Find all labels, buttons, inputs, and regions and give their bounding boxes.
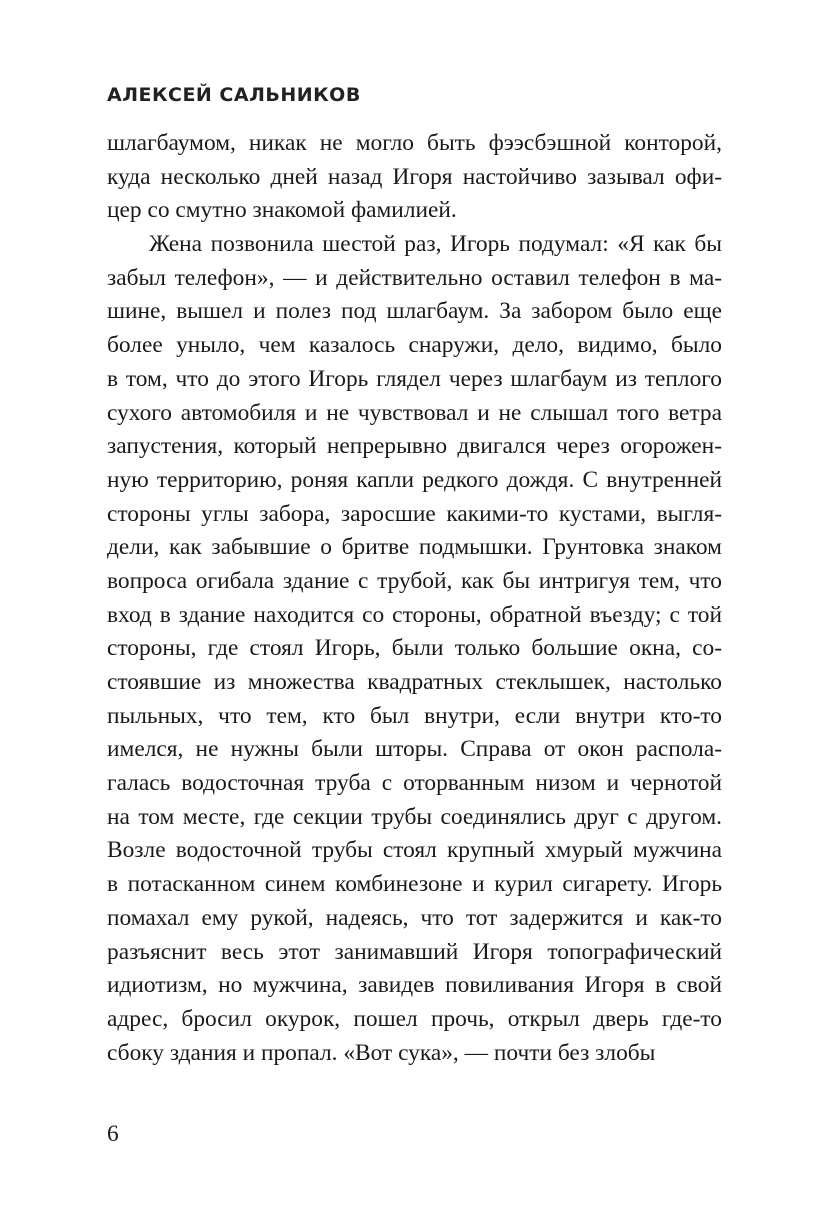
text-line: шлагбаумом, никак не могло быть фээсбэшной конторой, (107, 130, 722, 156)
text-line: имелся, не нужны были шторы. Справа от окон распола- (107, 736, 722, 763)
text-line: стороны углы забора, заросшие какими-то кустами, выгля- (107, 500, 722, 527)
text-line: адрес, бросил окурок, пошел прочь, открыл дверь где-то (107, 1005, 722, 1032)
text-line: более уныло, чем казалось снаружи, дело, видимо, было (107, 332, 722, 359)
text-line: на том месте, где секции трубы соединялись друг с другом. (107, 803, 722, 830)
text-line: дели, как забывшие о бритве подмышки. Грунтовка знаком (107, 534, 722, 561)
text-line: шине, вышел и полез под шлагбаум. За забором было еще (107, 298, 722, 325)
text-line: пыльных, что тем, кто был внутри, если внутри кто-то (107, 702, 722, 729)
text-line: сухого автомобиля и не чувствовал и не слышал того ветра (107, 399, 722, 426)
text-line: идиотизм, но мужчина, завидев повиливания Игоря в свой (107, 972, 722, 999)
text-line: ную территорию, роняя капли редкого дождя. С внутренней (107, 466, 722, 493)
text-line: в том, что до этого Игорь глядел через шлагбаум из теплого (107, 365, 722, 392)
text-line: сбоку здания и пропал. «Вот сука», — почти без злобы (107, 1039, 656, 1066)
text-line: цер со смутно знакомой фамилией. (107, 197, 457, 224)
text-line: запустения, который непрерывно двигался через огорожен- (107, 433, 722, 460)
text-line: стоявшие из множества квадратных стеклышек, настолько (107, 669, 722, 695)
page-number: 6 (107, 1121, 119, 1147)
text-line: галась водосточная труба с оторванным низом и чернотой (107, 770, 722, 797)
text-line: куда несколько дней назад Игоря настойчиво зазывал офи- (107, 163, 722, 190)
text-line: Возле водосточной трубы стоял крупный хмурый мужчина (107, 837, 722, 864)
text-line: Жена позвонила шестой раз, Игорь подумал: «Я как бы (149, 231, 722, 258)
text-line: вопроса огибала здание с трубой, как бы интригуя тем, что (107, 567, 722, 594)
text-line: вход в здание находится со стороны, обратной въезду; с той (107, 601, 722, 628)
text-line: разъяснит весь этот занимавший Игоря топографический (107, 938, 722, 965)
text-line: помахал ему рукой, надеясь, что тот задержится и как-то (107, 904, 722, 931)
running-head-author: АЛЕКСЕЙ САЛЬНИКОВ (107, 84, 361, 106)
body-text (107, 127, 722, 1070)
text-line: в потасканном синем комбинезоне и курил сигарету. Игорь (107, 871, 722, 898)
text-line: забыл телефон», — и действительно оставил телефон в ма- (107, 264, 722, 291)
text-line: стороны, где стоял Игорь, были только большие окна, со- (107, 635, 722, 662)
